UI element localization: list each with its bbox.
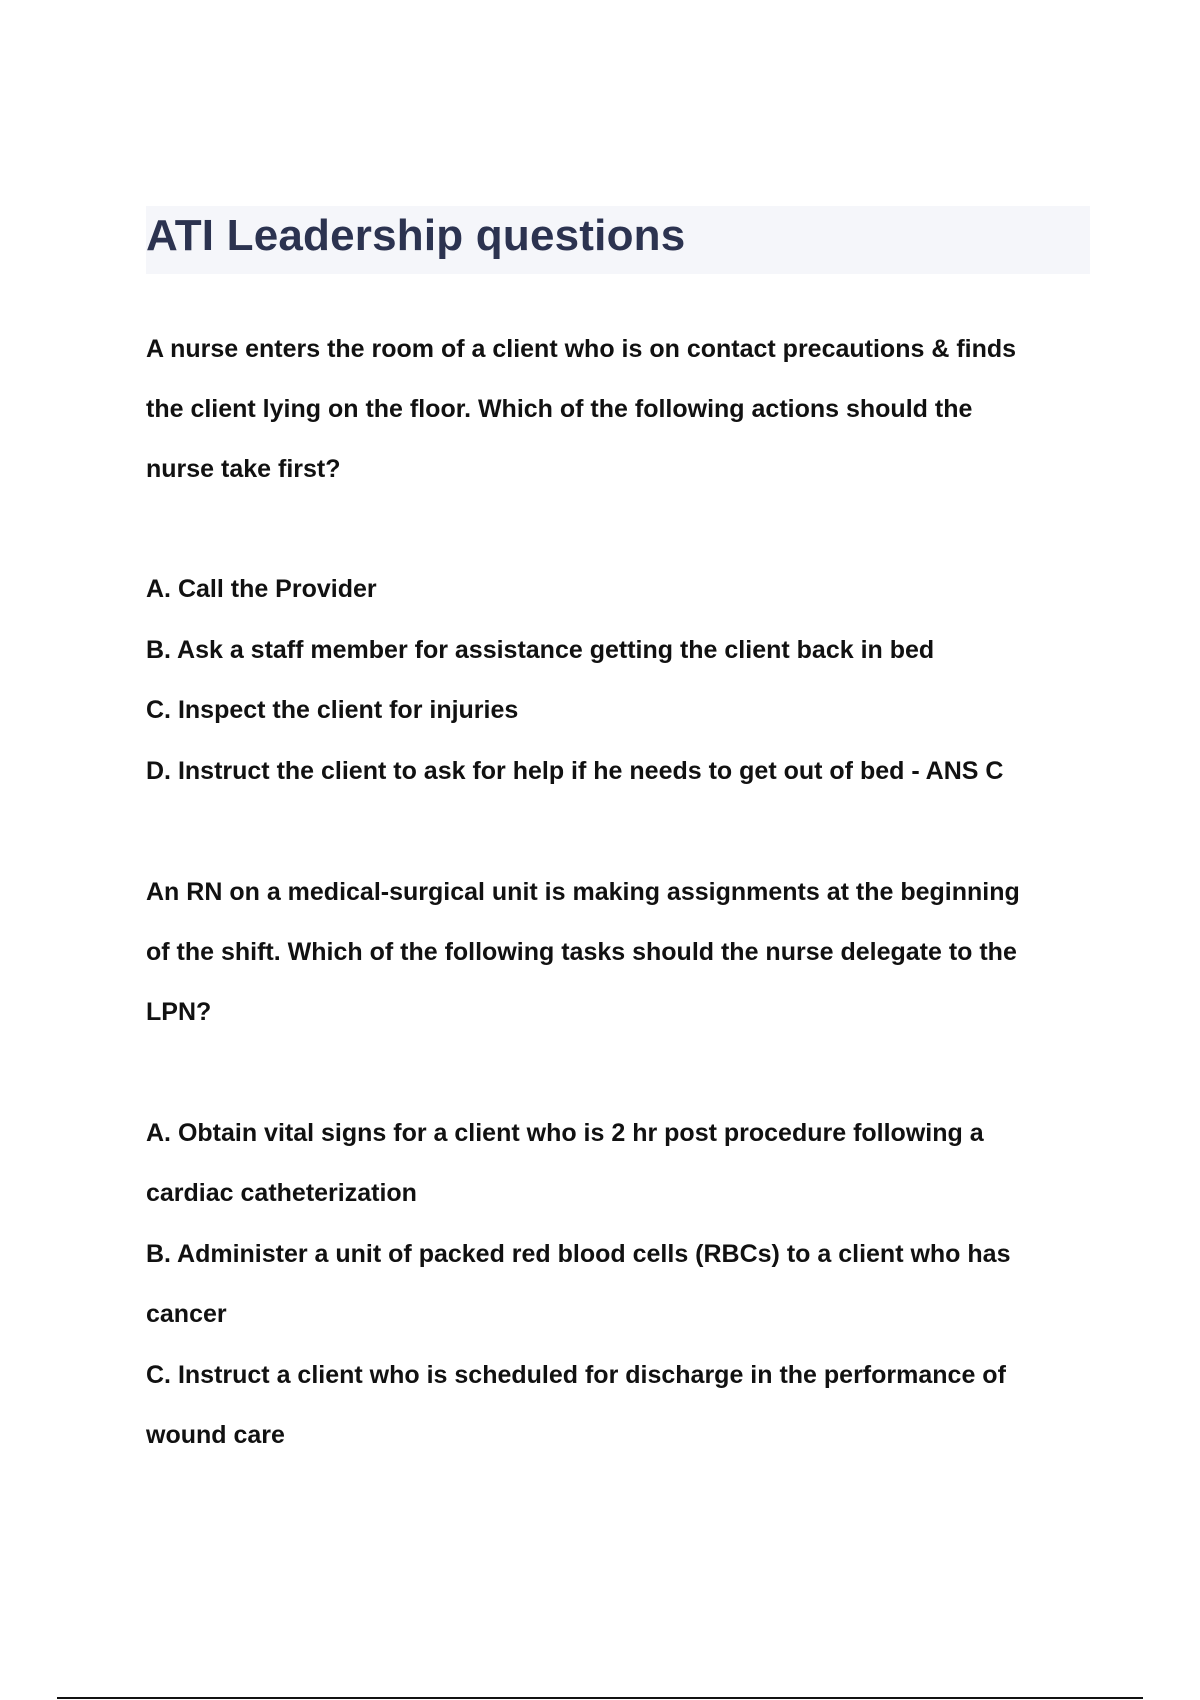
question-2-option-b-line-1: B. Administer a unit of packed red blood cells (RBCs) to a client who has: [146, 1240, 1011, 1268]
question-1-stem-line-1: A nurse enters the room of a client who is on contact precautions & finds: [146, 335, 1017, 363]
question-1-stem-line-2: the client lying on the floor. Which of the following actions should the: [146, 395, 973, 423]
question-1-option-d: D. Instruct the client to ask for help if he needs to get out of bed - ANS C: [146, 757, 1004, 785]
footer-divider: [57, 1697, 1143, 1699]
question-2-option-b-line-2: cancer: [146, 1300, 227, 1328]
question-2-option-c-line-1: C. Instruct a client who is scheduled for discharge in the performance of: [146, 1361, 1006, 1389]
question-2-option-c-line-2: wound care: [146, 1421, 285, 1449]
question-2-stem-line-1: An RN on a medical-surgical unit is making assignments at the beginning: [146, 878, 1020, 906]
question-1-stem-line-3: nurse take first?: [146, 455, 341, 483]
question-2-option-a-line-2: cardiac catheterization: [146, 1179, 417, 1207]
question-1-option-c: C. Inspect the client for injuries: [146, 696, 519, 724]
question-1-option-a: A. Call the Provider: [146, 575, 377, 603]
question-2-stem-line-3: LPN?: [146, 998, 212, 1026]
question-2-option-a-line-1: A. Obtain vital signs for a client who is 2 hr post procedure following a: [146, 1119, 984, 1147]
question-2-stem-line-2: of the shift. Which of the following tasks should the nurse delegate to the: [146, 938, 1017, 966]
question-1-option-b: B. Ask a staff member for assistance getting the client back in bed: [146, 636, 935, 664]
page-title: ATI Leadership questions: [146, 211, 686, 260]
